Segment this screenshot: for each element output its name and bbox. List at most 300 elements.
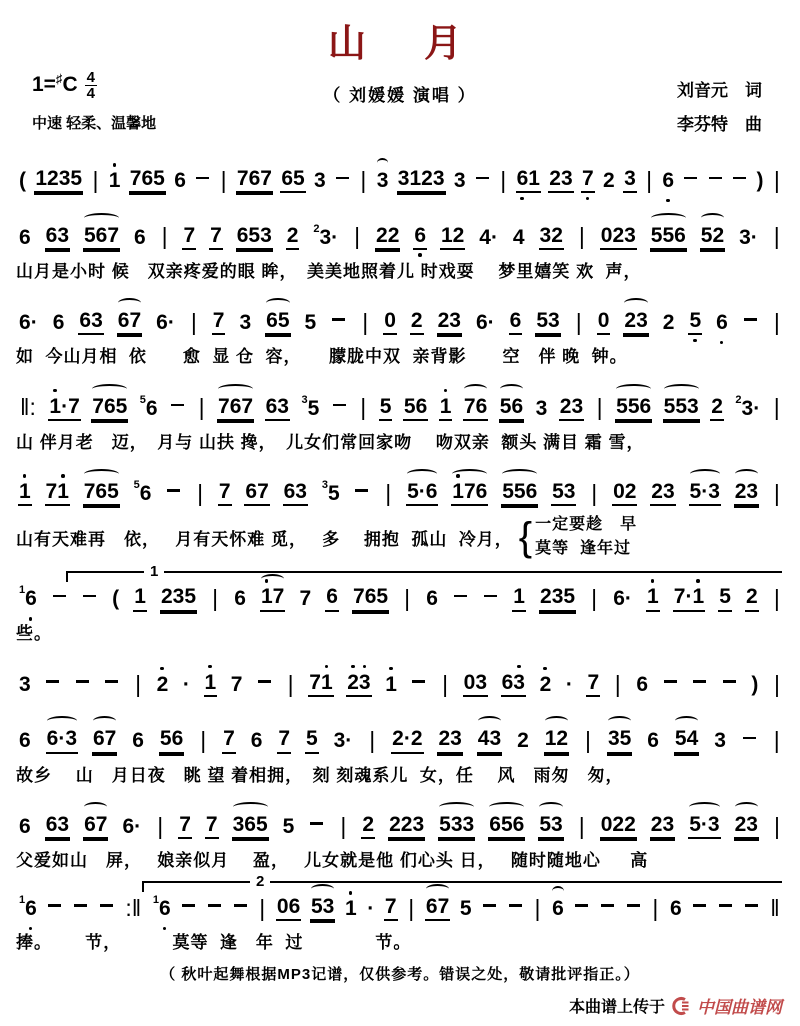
note-token — [717, 897, 734, 921]
note-token — [721, 673, 738, 697]
performer-subtitle: （ 刘媛媛 演唱 ） — [323, 86, 477, 105]
note-token: | — [534, 894, 541, 921]
note-token: 63 — [78, 309, 103, 335]
note-token: | — [442, 670, 449, 697]
note-token: 767 — [217, 395, 254, 421]
note-token — [206, 897, 223, 921]
site-name: 中国曲谱网 — [697, 998, 782, 1017]
note-token: ( — [112, 587, 120, 611]
note-token: 1 — [439, 395, 453, 421]
note-token: 56 — [403, 395, 428, 421]
note-token: ‖: — [20, 394, 36, 421]
note-token: 7 — [182, 224, 196, 250]
note-token: 67 — [425, 895, 450, 921]
note-token: 7 — [178, 813, 192, 839]
notes-row — [16, 206, 784, 258]
music-system — [16, 710, 784, 785]
note-token: 3· — [333, 729, 353, 753]
note-token: | — [773, 223, 780, 250]
key-signature — [32, 70, 97, 101]
note-token: 5·6 — [406, 480, 438, 506]
note-token: 6 — [52, 311, 65, 335]
time-denominator: 4 — [86, 85, 95, 102]
note-token: 6 — [19, 225, 31, 249]
key-letter: C — [62, 73, 78, 97]
note-token: | — [354, 223, 361, 250]
note-token: 6 — [133, 225, 146, 249]
note-token: 02 — [612, 480, 637, 506]
note-token: 6 — [19, 814, 31, 838]
note-token: 43 — [477, 727, 502, 753]
note-token: 656 — [488, 813, 525, 839]
note-token: $^1$6 — [19, 584, 37, 611]
note-token: $^2$3· — [735, 393, 761, 420]
note-token: 7 — [205, 813, 219, 839]
note-token: | — [197, 479, 204, 506]
uploaded-by-label: 本曲谱上传于 — [568, 999, 665, 1016]
note-token: 5·3 — [689, 480, 721, 506]
note-token: 2 — [361, 813, 375, 839]
note-token: 0 — [597, 309, 611, 335]
note-token: 5 — [282, 814, 295, 838]
note-token: | — [591, 585, 598, 612]
note-token — [691, 897, 708, 921]
lyrics-row — [16, 513, 784, 561]
note-token: 63 — [283, 480, 308, 506]
note-token: 6 — [325, 585, 339, 611]
note-token: 0 — [383, 309, 397, 335]
note-token: 7 — [209, 224, 223, 250]
note-token — [232, 897, 249, 921]
note-token: | — [404, 585, 411, 612]
note-token: | — [646, 167, 653, 193]
note-token — [743, 897, 760, 921]
note-token: 22 — [375, 224, 400, 250]
note-token — [662, 673, 679, 697]
note-token: | — [360, 167, 367, 193]
note-token: | — [198, 394, 205, 421]
note-token: $^2$3· — [313, 222, 339, 249]
note-token: 5 — [459, 897, 472, 921]
note-token: 5 — [379, 395, 393, 421]
note-token — [44, 673, 61, 697]
note-token: 567 — [83, 224, 120, 250]
note-token: 71 — [45, 480, 70, 506]
note-token — [474, 169, 491, 193]
note-token: | — [161, 223, 168, 250]
credits — [677, 74, 762, 142]
note-token: | — [369, 727, 376, 754]
notes-row — [16, 292, 784, 344]
lyrics-brace: { — [518, 515, 534, 560]
music-system — [16, 463, 784, 561]
note-token: | — [135, 670, 142, 697]
note-token: | — [220, 167, 227, 193]
note-token: 533 — [438, 813, 475, 839]
note-token — [507, 897, 524, 921]
note-token: 54 — [674, 727, 699, 753]
note-token: 765 — [129, 167, 166, 193]
composer-credit: 李芬特 曲 — [677, 115, 762, 134]
note-token: 5 — [304, 311, 317, 335]
note-token: 365 — [232, 813, 269, 839]
note-token: | — [773, 585, 780, 612]
note-token: 1 — [385, 672, 397, 696]
lyrics-row: 父爱如山 屏， 娘亲似月 盈， 儿女就是他 们心头 日， 随时随地心 高 — [16, 850, 649, 870]
note-token: 2 — [710, 395, 724, 421]
note-token: 23 — [437, 727, 462, 753]
note-token: 6 — [426, 587, 438, 611]
music-system — [16, 150, 784, 202]
note-token — [169, 397, 186, 421]
note-token: 67 — [244, 480, 269, 506]
note-token: $^5$6 — [139, 393, 158, 420]
note-token: 7·1 — [673, 585, 705, 611]
note-token: ( — [19, 169, 26, 193]
volta-label: 1 — [144, 563, 164, 580]
note-token: 7 — [277, 727, 291, 753]
alternate-lyric-line: 一定要趁 早 — [535, 516, 638, 534]
notes-row — [16, 796, 784, 848]
note-token: 67 — [83, 813, 108, 839]
note-token: 67 — [117, 309, 142, 335]
note-token: 53 — [551, 480, 576, 506]
note-token: | — [200, 727, 207, 754]
music-system — [16, 292, 784, 367]
note-token — [410, 673, 427, 697]
volta-label: 2 — [250, 873, 270, 890]
note-token: 7 — [581, 167, 595, 193]
time-signature — [85, 70, 97, 101]
note-token — [682, 169, 699, 193]
note-token: 6· — [475, 311, 495, 335]
note-token: $^1$6 — [19, 894, 37, 921]
note-token — [742, 311, 759, 335]
note-token: 23 — [623, 309, 648, 335]
note-token — [165, 482, 182, 506]
note-token: | — [773, 308, 780, 335]
page-title: 山 月 — [327, 23, 472, 65]
note-token: 61 — [516, 167, 541, 193]
note-token: 5 — [718, 585, 732, 611]
note-token: 2 — [286, 224, 300, 250]
note-token: 6· — [613, 587, 632, 611]
key-accidental-icon: ♯ — [55, 71, 63, 87]
note-token: 06 — [276, 895, 301, 921]
note-token: 765 — [352, 585, 389, 611]
note-token: 6 — [716, 311, 728, 335]
note-token — [331, 397, 348, 421]
note-token: 6 — [250, 729, 263, 753]
note-token: 556 — [501, 480, 538, 506]
music-system — [16, 206, 784, 281]
note-token — [98, 897, 115, 921]
note-token: 5·3 — [688, 813, 720, 839]
time-numerator: 4 — [86, 69, 95, 86]
note-token: | — [773, 670, 780, 697]
note-token: 3 — [453, 169, 466, 193]
note-token: 6 — [132, 729, 144, 753]
note-token — [330, 311, 347, 335]
note-token: | — [340, 812, 347, 839]
music-system — [16, 563, 784, 643]
note-token: | — [259, 894, 266, 921]
note-token: | — [360, 394, 367, 421]
note-token: 6 — [636, 672, 648, 696]
note-token: | — [652, 894, 659, 921]
note-token — [691, 673, 708, 697]
note-token: 2 — [156, 672, 169, 696]
note-token: | — [157, 812, 164, 839]
note-token: $^5$6 — [133, 479, 152, 506]
notes-row — [16, 710, 784, 762]
note-token: 235 — [539, 585, 576, 611]
note-token: 6 — [234, 587, 246, 611]
note-token: 7 — [384, 895, 398, 921]
note-token — [180, 897, 197, 921]
notes-row — [16, 654, 784, 706]
note-token: 65 — [280, 167, 305, 193]
alternate-lyrics — [535, 513, 637, 561]
note-token: 63 — [45, 813, 70, 839]
lyrics-row: 如 今山月相 依 愈 显 仓 容， 朦胧中双 亲背影 空 伴 晚 钟。 — [16, 347, 628, 367]
note-token: 3 — [239, 311, 252, 335]
note-token: 4· — [479, 225, 498, 249]
note-token: | — [408, 894, 415, 921]
note-token: 03 — [463, 671, 488, 697]
note-token: 5 — [688, 309, 702, 335]
note-token: $^3$5 — [301, 393, 320, 420]
note-token: 23 — [437, 309, 462, 335]
note-token: | — [287, 670, 294, 697]
note-token: 1 — [646, 585, 660, 611]
tempo-marking: 中速 轻柔、温馨地 — [32, 115, 157, 132]
notes-row — [16, 463, 784, 515]
note-token: 3123 — [397, 167, 446, 193]
note-token: 76 — [463, 395, 488, 421]
note-token: 765 — [91, 395, 128, 421]
music-system — [16, 796, 784, 871]
note-token: 12 — [440, 224, 465, 250]
note-token: 1 — [204, 671, 218, 697]
note-token: 022 — [600, 813, 637, 839]
note-token: 71 — [308, 671, 333, 697]
note-token: 2 — [745, 585, 759, 611]
note-token — [481, 897, 498, 921]
note-token: 3· — [739, 225, 758, 249]
note-token: :‖ — [125, 894, 142, 921]
note-token: 1·7 — [48, 395, 80, 421]
note-token: 7 — [586, 671, 600, 697]
note-token: 65 — [265, 309, 290, 335]
note-token: 3 — [314, 169, 326, 193]
note-token — [573, 897, 590, 921]
note-token: | — [596, 394, 603, 421]
note-token: | — [773, 727, 780, 754]
key-label: 1= — [32, 73, 56, 97]
site-logo-icon — [671, 996, 691, 1016]
note-token: ) — [756, 169, 764, 193]
note-token: 6 — [670, 897, 682, 921]
lyrics-row: 山 伴月老 迈， 月与 山扶 搀， 儿女们常回家吻 吻双亲 额头 满目 霜 雪， — [16, 432, 645, 452]
note-token: 6 — [647, 729, 659, 753]
note-token: 67 — [92, 727, 117, 753]
volta-bracket-1 — [66, 563, 782, 582]
note-token: 23 — [548, 167, 573, 193]
note-token: 2 — [539, 672, 552, 696]
note-token: 3 — [535, 396, 548, 420]
note-token — [81, 587, 98, 611]
note-token: | — [578, 223, 585, 250]
note-token — [625, 897, 642, 921]
note-token: 23 — [734, 480, 759, 506]
lyrics-row: 捧。 节， 莫等 逢 年 过 节。 — [16, 933, 412, 953]
notes-row — [16, 377, 784, 429]
note-token: 32 — [539, 224, 564, 250]
note-token: 553 — [663, 395, 700, 421]
note-token: 6·3 — [46, 727, 78, 753]
note-token: 556 — [615, 395, 652, 421]
note-token: 52 — [700, 224, 725, 250]
note-token — [353, 482, 370, 506]
note-token: 1 — [18, 480, 32, 506]
note-token: · — [565, 672, 573, 696]
note-token: | — [575, 308, 582, 335]
note-token: 6 — [19, 729, 31, 753]
note-token: 2 — [517, 729, 529, 753]
note-token: | — [591, 479, 598, 506]
note-token: 6 — [413, 224, 427, 250]
note-token: 23 — [650, 813, 675, 839]
note-token: 2 — [662, 311, 675, 335]
note-token: 2·2 — [391, 727, 423, 753]
note-token: | — [773, 167, 780, 193]
note-token: 3 — [19, 672, 31, 696]
uploader-credit — [569, 993, 782, 1018]
note-token: 5 — [305, 727, 319, 753]
note-token: | — [212, 585, 219, 612]
lyrics-row: 故乡 山 月日夜 眺 望 着相拥， 刻 刻魂系儿 女，任 风 雨匆 匆， — [16, 765, 624, 785]
note-token: | — [500, 167, 507, 193]
note-token: ) — [751, 672, 759, 696]
note-token: 4 — [512, 225, 525, 249]
note-token — [256, 673, 273, 697]
lyrics-row: 山月是小时 候 双亲疼爱的眼 眸， 美美地照着儿 时戏耍 梦里嬉笑 欢 声， — [16, 261, 642, 281]
score — [14, 150, 786, 953]
note-token — [452, 587, 469, 611]
note-token: 1 — [512, 585, 526, 611]
lyricist-credit: 刘音元 词 — [677, 81, 762, 100]
note-token: 1 — [108, 169, 121, 193]
note-token: 6 — [174, 169, 186, 193]
note-token — [74, 673, 91, 697]
note-token: 023 — [600, 224, 637, 250]
note-token: 53 — [535, 309, 560, 335]
note-token — [731, 169, 748, 193]
note-token: 53 — [310, 895, 335, 921]
header — [14, 12, 786, 150]
notes-row — [16, 150, 784, 202]
note-token: 653 — [236, 224, 273, 250]
note-token: $^1$6 — [152, 894, 171, 921]
note-token: 6 — [551, 897, 565, 921]
note-token: 63 — [45, 224, 70, 250]
note-token: 3 — [376, 169, 390, 193]
note-token: | — [585, 727, 592, 754]
alternate-lyric-line: 莫等 逢年过 — [535, 540, 632, 558]
note-token: | — [773, 479, 780, 506]
note-token: 6· — [156, 311, 175, 335]
note-token: 3 — [623, 167, 637, 193]
note-token — [194, 169, 211, 193]
note-token: 63 — [501, 671, 526, 697]
note-token: · — [182, 672, 190, 696]
music-system — [16, 377, 784, 452]
lyrics-row: 些。 — [16, 623, 52, 643]
volta-bracket-2 — [142, 872, 782, 892]
note-token: 53 — [538, 813, 563, 839]
note-token: | — [385, 479, 392, 506]
note-token: 2 — [410, 309, 424, 335]
transcriber-note: （ 秋叶起舞根据MP3记谱，仅供参考。错误之处，敬请批评指正。） — [160, 966, 640, 984]
note-token: | — [614, 670, 621, 697]
note-token — [599, 897, 616, 921]
note-token — [741, 729, 758, 753]
note-token: 765 — [83, 480, 120, 506]
note-token: 3 — [714, 729, 726, 753]
note-token: 6· — [122, 814, 142, 838]
note-token: 6 — [662, 169, 675, 193]
note-token: 56 — [499, 395, 524, 421]
note-token: 1 — [133, 585, 147, 611]
note-token: 7 — [222, 727, 236, 753]
note-token: | — [773, 394, 780, 421]
note-token: 556 — [650, 224, 687, 250]
note-token: | — [190, 308, 197, 335]
note-token — [72, 897, 89, 921]
note-token: 56 — [159, 727, 184, 753]
note-token: ‖ — [770, 894, 780, 921]
note-token — [103, 673, 120, 697]
note-token: 6 — [509, 309, 523, 335]
note-token: 17 — [260, 585, 285, 611]
note-token — [707, 169, 724, 193]
note-token: · — [367, 897, 375, 921]
note-token: | — [362, 308, 369, 335]
note-token: 176 — [451, 480, 488, 506]
note-token: 2 — [603, 169, 615, 193]
note-token: | — [578, 812, 585, 839]
note-token: 7 — [230, 672, 243, 696]
note-token: 223 — [388, 813, 425, 839]
note-token — [46, 897, 63, 921]
note-token: 767 — [236, 167, 273, 193]
note-token: | — [773, 812, 780, 839]
note-token — [482, 587, 499, 611]
note-token — [51, 587, 68, 611]
lyrics-text: 山有天难再 依， 月有天怀难 觅， 多 拥抱 孤山 冷月， — [16, 529, 513, 549]
note-token: 7 — [212, 309, 226, 335]
note-token: 23 — [559, 395, 584, 421]
note-token: 7 — [218, 480, 232, 506]
note-token: 35 — [607, 727, 632, 753]
note-token — [308, 815, 325, 839]
note-token: $^3$5 — [321, 479, 340, 506]
note-token: 1 — [344, 897, 357, 921]
note-token: 7 — [299, 587, 312, 611]
note-token: 23 — [346, 671, 371, 697]
note-token: 12 — [544, 727, 569, 753]
